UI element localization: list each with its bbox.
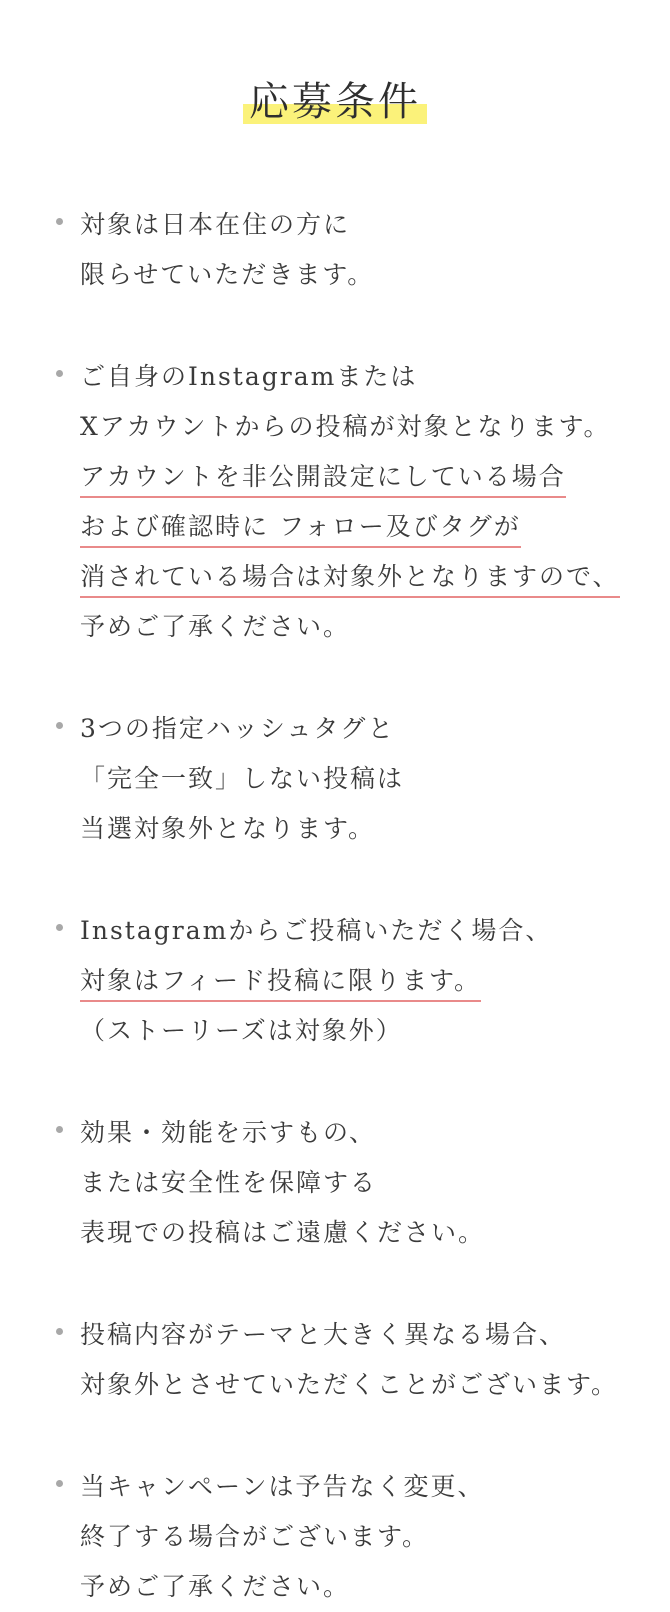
condition-line xyxy=(80,552,670,602)
condition-line: 当キャンペーンは予告なく変更、 xyxy=(80,1472,485,1501)
condition-line: 投稿内容がテーマと大きく異なる場合、 xyxy=(80,1320,567,1349)
condition-line: 限らせていただきます。 xyxy=(80,260,375,289)
bullet-dot xyxy=(56,1126,63,1133)
condition-line: 表現での投稿はご遠慮ください。 xyxy=(80,1218,486,1247)
condition-item xyxy=(0,352,670,652)
condition-line: 予めご了承ください。 xyxy=(80,612,351,641)
bullet-dot xyxy=(56,722,63,729)
condition-line: ご自身のInstagramまたは xyxy=(80,362,418,391)
bullet-dot xyxy=(56,370,63,377)
condition-item xyxy=(0,1108,670,1258)
condition-line: Xアカウントからの投稿が対象となります。 xyxy=(80,412,611,441)
condition-item xyxy=(0,1310,670,1410)
condition-line: （ストーリーズは対象外） xyxy=(80,1016,403,1045)
condition-item xyxy=(0,1462,670,1612)
condition-line: 「完全一致」しない投稿は xyxy=(80,764,405,793)
bullet-dot xyxy=(56,218,63,225)
condition-line: 効果・効能を示すもの、 xyxy=(80,1118,377,1147)
condition-line: 当選対象外となります。 xyxy=(80,814,376,843)
condition-line: 3つの指定ハッシュタグと xyxy=(80,714,395,743)
condition-line xyxy=(80,452,670,502)
underlined-text: 対象はフィード投稿に限ります。 xyxy=(80,962,481,1002)
condition-line: 終了する場合がございます。 xyxy=(80,1522,430,1551)
condition-line: Instagramからご投稿いただく場合、 xyxy=(80,916,553,945)
condition-line: 予めご了承ください。 xyxy=(80,1572,351,1601)
condition-item xyxy=(0,704,670,854)
condition-item xyxy=(0,200,670,300)
conditions-list xyxy=(0,200,670,1612)
condition-item xyxy=(0,906,670,1056)
underlined-text: および確認時に フォロー及びタグが xyxy=(80,508,521,548)
underlined-text: アカウントを非公開設定にしている場合 xyxy=(80,458,566,498)
condition-line xyxy=(80,502,670,552)
condition-line xyxy=(80,956,670,1006)
condition-line: 対象外とさせていただくことがございます。 xyxy=(80,1370,619,1399)
condition-line: 対象は日本在住の方に xyxy=(80,210,351,239)
condition-line: または安全性を保障する xyxy=(80,1168,378,1197)
bullet-dot xyxy=(56,924,63,931)
title-wrap xyxy=(0,74,670,130)
page-title-text: 応募条件 xyxy=(249,79,421,125)
page-title xyxy=(243,74,427,130)
bullet-dot xyxy=(56,1328,63,1335)
underlined-text: 消されている場合は対象外となりますので、 xyxy=(80,558,620,598)
bullet-dot xyxy=(56,1480,63,1487)
